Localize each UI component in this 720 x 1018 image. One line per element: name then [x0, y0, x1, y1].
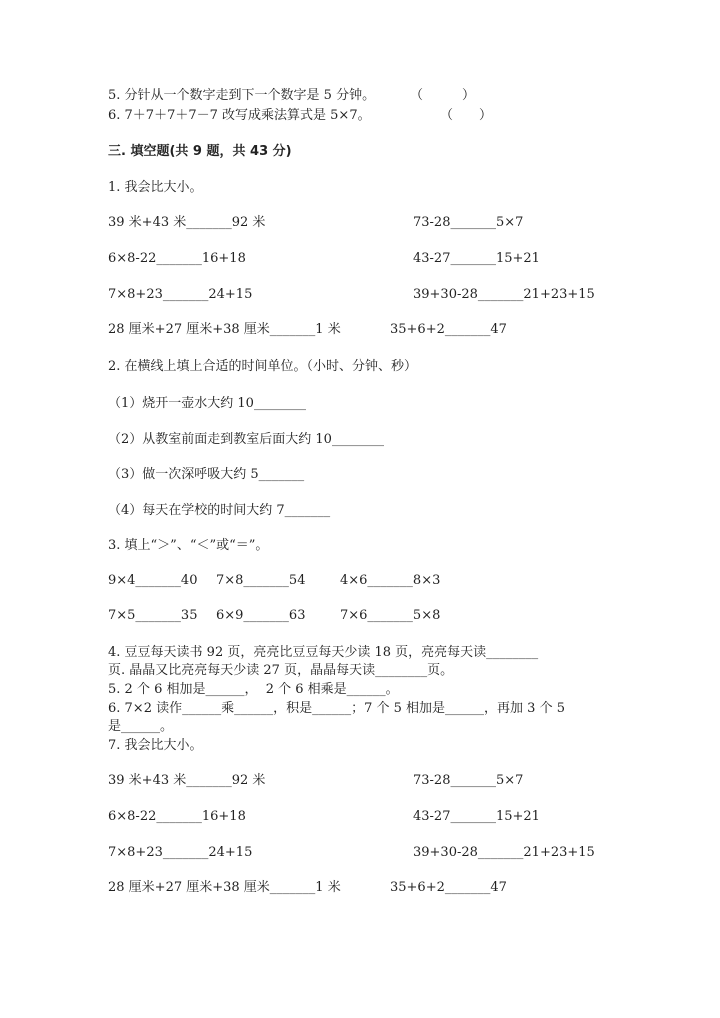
q2-item: （1）烧开一壶水大约 10________ [108, 396, 306, 411]
q7-item: 35+6+2_______47 [390, 880, 507, 895]
q4-line: 4. 豆豆每天读书 92 页，亮亮比豆豆每天少读 18 页，亮亮每天读________ [108, 645, 539, 660]
q7-item: 7×8+23_______24+15 [108, 845, 253, 860]
q1-item: 28 厘米+27 厘米+38 厘米_______1 米 [108, 322, 341, 337]
q1-item: 39+30-28_______21+23+15 [413, 287, 595, 302]
q7-item: 73-28_______5×7 [413, 773, 524, 788]
q7-item: 43-27_______15+21 [413, 809, 540, 824]
q1-title: 1. 我会比大小。 [108, 180, 203, 195]
q2-item: （4）每天在学校的时间大约 7_______ [108, 503, 331, 518]
q7-title: 7. 我会比大小。 [108, 738, 203, 753]
q1-item: 73-28_______5×7 [413, 215, 524, 230]
q7-item: 39 米+43 米_______92 米 [108, 773, 266, 788]
q1-item: 7×8+23_______24+15 [108, 287, 253, 302]
q3-item: 7×8_______54 [216, 573, 306, 588]
q3-title: 3. 填上“＞”、“＜”或“＝”。 [108, 538, 269, 553]
q5: 5. 2 个 6 相加是______， 2 个 6 相乘是______。 [108, 682, 399, 697]
q1-item: 35+6+2_______47 [390, 322, 507, 337]
judge-5: 5. 分针从一个数字走到下一个数字是 5 分钟。 [108, 88, 376, 103]
q1-item: 6×8-22_______16+18 [108, 251, 246, 266]
section-title: 三. 填空题(共 9 题，共 43 分) [108, 144, 292, 159]
judge-6-paren: （ ） [440, 108, 493, 123]
q7-item: 6×8-22_______16+18 [108, 809, 246, 824]
q7-item: 39+30-28_______21+23+15 [413, 845, 595, 860]
judge-5-paren: （ ） [410, 88, 476, 103]
q4-line: 页. 晶晶又比亮亮每天少读 27 页，晶晶每天读________页。 [108, 663, 454, 678]
q2-item: （2）从教室前面走到教室后面大约 10________ [108, 432, 384, 447]
q6-line: 6. 7×2 读作______乘______，积是______；7 个 5 相加是______，再加 3 个 5 [108, 701, 565, 716]
q6-line: 是______。 [108, 719, 174, 734]
q3-item: 9×4_______40 [108, 573, 198, 588]
q3-item: 6×9_______63 [216, 608, 306, 623]
q2-item: （3）做一次深呼吸大约 5_______ [108, 467, 305, 482]
q7-item: 28 厘米+27 厘米+38 厘米_______1 米 [108, 880, 341, 895]
judge-6: 6. 7＋7＋7＋7－7 改写成乘法算式是 5×7。 [108, 108, 371, 123]
q1-item: 39 米+43 米_______92 米 [108, 215, 266, 230]
q2-title: 2. 在横线上填上合适的时间单位。（小时、分钟、秒） [108, 359, 418, 374]
q3-item: 4×6_______8×3 [340, 573, 441, 588]
q3-item: 7×5_______35 [108, 608, 198, 623]
q1-item: 43-27_______15+21 [413, 251, 540, 266]
q3-item: 7×6_______5×8 [340, 608, 441, 623]
